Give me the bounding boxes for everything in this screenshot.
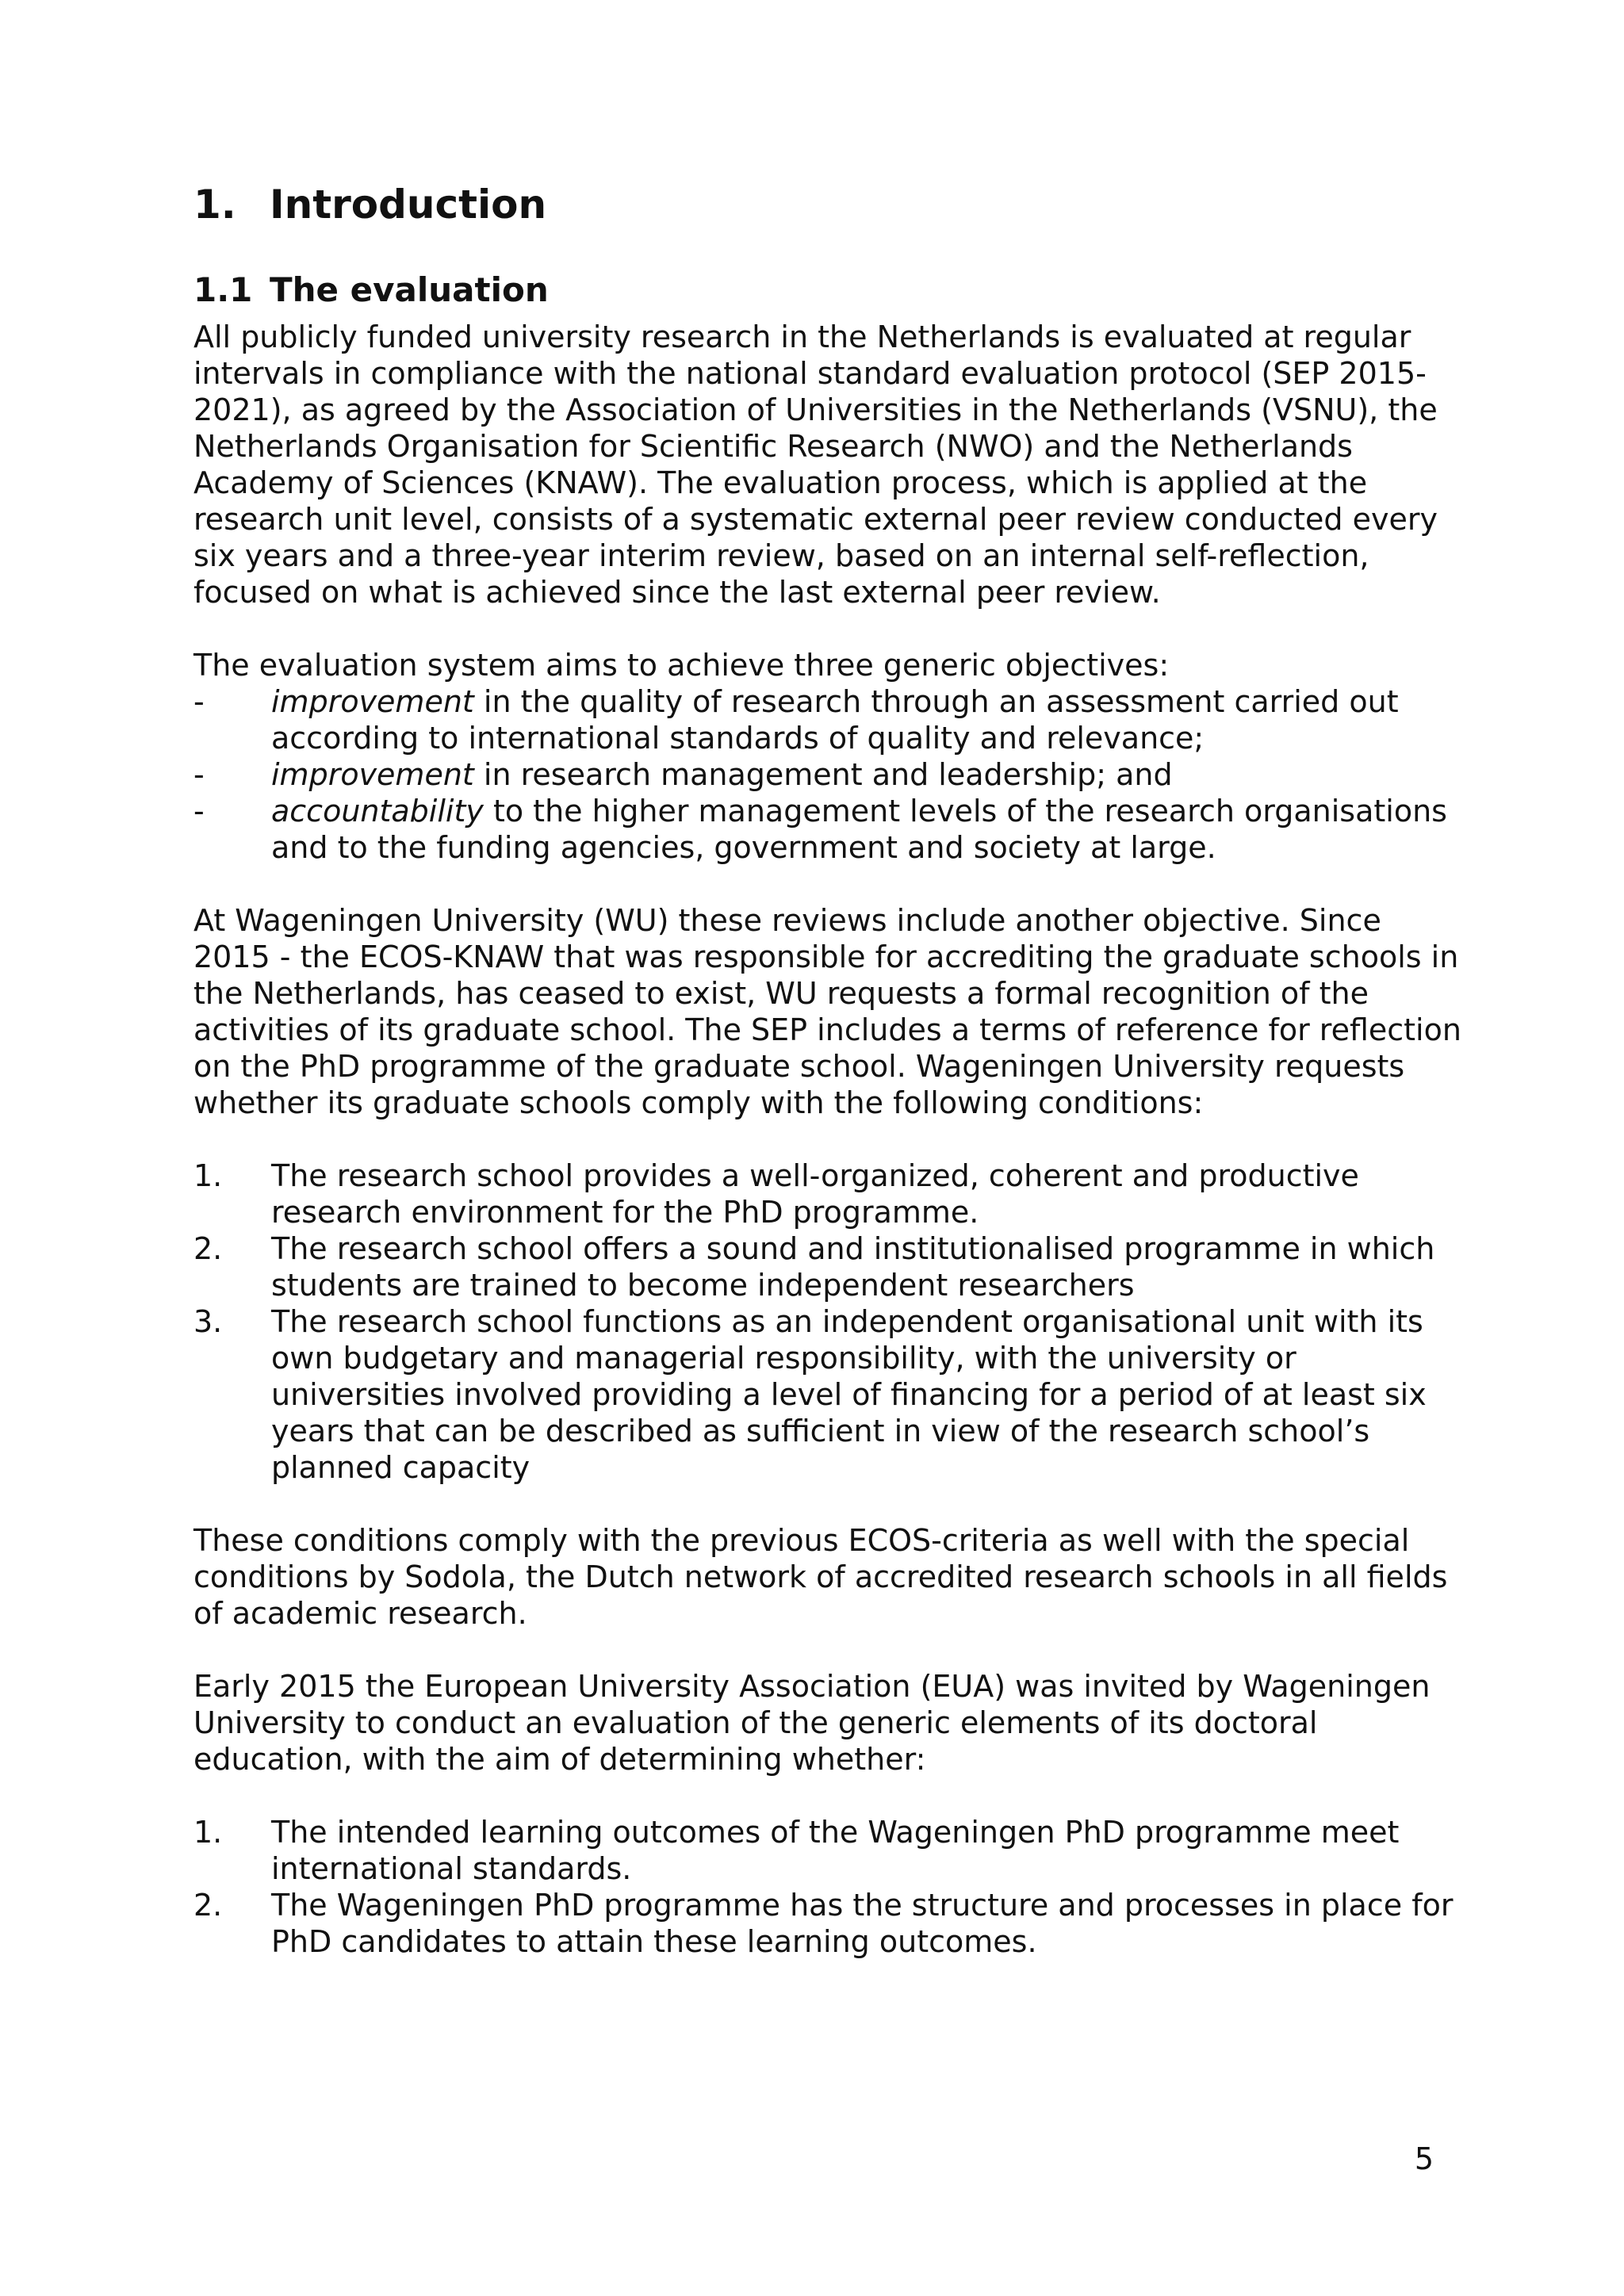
list-item-rest: in the quality of research through an assessment carried out according to international standards of quality and relevance; xyxy=(271,684,1399,756)
paragraph-evaluation-intro: All publicly funded university research in the Netherlands is evaluated at regular intervals in compliance with the national standard evaluation protocol (SEP 2015-2021), as agreed by the Association of Universities in the Netherlands (VSNU), the Netherlands Organisation for Scientific Research (NWO) and the Netherlands Academy of Sciences (KNAW). The evaluation process, which is applied at the research unit level, consists of a systematic external peer review conducted every six years and a three-year interim review, based on an internal self-reflection, focused on what is achieved since the last external peer review. xyxy=(193,320,1438,610)
list-item xyxy=(193,1230,1462,1303)
list-marker: 3. xyxy=(193,1304,223,1339)
paragraph-objectives-intro: The evaluation system aims to achieve three generic objectives: xyxy=(193,648,1170,683)
chapter-title: Introduction xyxy=(270,182,547,228)
list-item-text: The research school offers a sound and institutionalised programme in which students are trained to become independent researchers xyxy=(271,1231,1435,1303)
list-item-rest: in research management and leadership; and xyxy=(473,757,1173,792)
list-marker: - xyxy=(193,684,205,719)
paragraph-eua: Early 2015 the European University Association (EUA) was invited by Wageningen University to conduct an evaluation of the generic elements of its doctoral education, with the aim of determining whether: xyxy=(193,1669,1431,1777)
emphasis-text: improvement xyxy=(271,684,474,719)
list-item-text xyxy=(271,793,1462,866)
list-item xyxy=(193,1303,1462,1486)
list-marker: 2. xyxy=(193,1888,223,1923)
list-item-text: The research school provides a well-organized, coherent and productive research environment for the PhD programme. xyxy=(271,1158,1359,1230)
list-item-text: The intended learning outcomes of the Wageningen PhD programme meet international standards. xyxy=(271,1815,1400,1886)
paragraph-ecos-criteria: These conditions comply with the previous ECOS-criteria as well with the special conditions by Sodola, the Dutch network of accredited research schools in all fields of academic research. xyxy=(193,1523,1448,1631)
list-marker: - xyxy=(193,757,205,792)
emphasis-text: improvement xyxy=(271,757,474,792)
list-marker: 1. xyxy=(193,1158,223,1193)
page-content xyxy=(193,181,1462,1996)
section-title: The evaluation xyxy=(270,270,549,309)
aims-list xyxy=(193,1814,1462,1960)
list-item xyxy=(193,1887,1462,1960)
list-item xyxy=(193,1814,1462,1887)
conditions-list xyxy=(193,1158,1462,1486)
list-item xyxy=(193,793,1462,866)
list-marker: 2. xyxy=(193,1231,223,1266)
list-item xyxy=(193,1158,1462,1230)
emphasis-text: accountability xyxy=(271,794,484,828)
section-heading xyxy=(193,270,1462,311)
list-item-text: The research school functions as an independent organisational unit with its own budgetary and managerial responsibility, with the university or universities involved providing a level of financing for a period of at least six years that can be described as sufficient in view of the research school’s planned capacity xyxy=(271,1304,1427,1485)
list-item-text xyxy=(271,683,1462,756)
chapter-number: 1. xyxy=(193,182,236,228)
list-item xyxy=(193,683,1462,756)
list-marker: - xyxy=(193,794,205,828)
list-item-rest: to the higher management levels of the research organisations and to the funding agencies, government and society at large. xyxy=(271,794,1447,865)
chapter-heading xyxy=(193,181,1462,228)
objectives-list xyxy=(193,683,1462,866)
list-marker: 1. xyxy=(193,1815,223,1850)
section-number: 1.1 xyxy=(193,270,253,309)
list-item-text xyxy=(271,756,1462,793)
list-item-text: The Wageningen PhD programme has the structure and processes in place for PhD candidates to attain these learning outcomes. xyxy=(271,1888,1454,1959)
page-number: 5 xyxy=(1414,2141,1434,2176)
paragraph-wageningen: At Wageningen University (WU) these reviews include another objective. Since 2015 - the ECOS-KNAW that was responsible for accrediting the graduate schools in the Netherlands, has ceased to exist, WU requests a formal recognition of the activities of its graduate school. The SEP includes a terms of reference for reflection on the PhD programme of the graduate school. Wageningen University requests whether its graduate schools comply with the following conditions: xyxy=(193,903,1461,1120)
list-item xyxy=(193,756,1462,793)
